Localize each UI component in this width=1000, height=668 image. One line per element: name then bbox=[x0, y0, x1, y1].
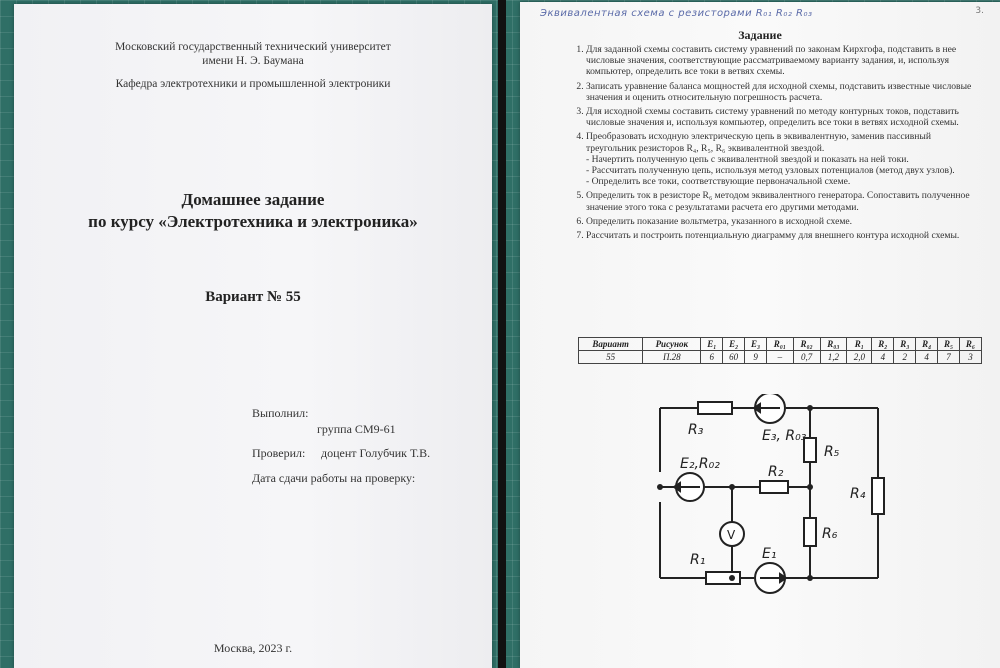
table-header-cell: R₀₂ bbox=[793, 338, 820, 351]
table-cell: 4 bbox=[872, 351, 894, 364]
table-row bbox=[579, 351, 982, 364]
title-page bbox=[14, 4, 492, 668]
resistor-r4 bbox=[872, 478, 884, 514]
table-cell: 55 bbox=[579, 351, 643, 364]
variant-table bbox=[578, 337, 982, 364]
task-page bbox=[520, 2, 1000, 668]
table-header-cell: R₄ bbox=[916, 338, 938, 351]
performed-label: Выполнил: bbox=[252, 406, 309, 420]
task-item: 1. Для заданной схемы составить систему уравнений по законам Кирхгофа, подставить в нее числовые значения, соответствующие рассматриваемому варианту задания, и, используя компьютер, определить все токи в ветвях схемы. bbox=[586, 44, 972, 78]
city-year: Москва, 2023 г. bbox=[213, 641, 293, 655]
circuit-diagram bbox=[650, 394, 890, 594]
table-cell: – bbox=[767, 351, 794, 364]
title-line1: Домашнее задание bbox=[181, 190, 325, 209]
table-header-cell: Вариант bbox=[579, 338, 643, 351]
label-r1: R₁ bbox=[690, 552, 706, 568]
table-cell: 6 bbox=[701, 351, 723, 364]
department: Кафедра электротехники и промышленной электроники bbox=[115, 78, 391, 90]
table-header-cell: R₃ bbox=[894, 338, 916, 351]
task-item-text: Преобразовать исходную электрическую цепь в эквивалентную, заменив пассивный треугольник резисторов R₄, R₅, R₆ эквивалентной звездой. bbox=[586, 131, 931, 154]
table-cell: 3 bbox=[959, 351, 981, 364]
label-r3: R₃ bbox=[688, 422, 704, 438]
label-r6: R₆ bbox=[822, 526, 838, 542]
table-cell: 4 bbox=[916, 351, 938, 364]
task-title: Задание bbox=[738, 28, 782, 42]
task-subitem: - Рассчитать полученную цепь, используя метод узловых потенциалов (метод двух узлов). bbox=[586, 165, 955, 177]
checked-label: Проверил: bbox=[252, 446, 306, 460]
table-cell: 2 bbox=[894, 351, 916, 364]
task-item: 2. Записать уравнение баланса мощностей для исходной схемы, подставить известные числовые значения и оценить относительную погрешность расчета. bbox=[586, 81, 972, 103]
handwritten-note: Эквивалентная схема с резисторами R₀₁ R₀₂ R₀₃ bbox=[540, 8, 813, 19]
photo-divider bbox=[498, 0, 506, 668]
title-line2: по курсу «Электротехника и электроника» bbox=[88, 212, 418, 231]
table-header-row bbox=[579, 338, 982, 351]
task-item: 5. Определить ток в резисторе R₆ методом эквивалентного генератора. Сопоставить полученное значение этого тока с результатами расчета его другими методами. bbox=[586, 190, 972, 212]
table-header-cell: E₃ bbox=[745, 338, 767, 351]
table-cell: 7 bbox=[938, 351, 960, 364]
table-header-cell: E₂ bbox=[723, 338, 745, 351]
university-line1: Московский государственный технический университет bbox=[115, 41, 391, 53]
table-header-cell: R₀₁ bbox=[767, 338, 794, 351]
university-line2: имени Н. Э. Баумана bbox=[202, 55, 304, 67]
label-e1: E₁ bbox=[762, 546, 777, 562]
table-cell: 9 bbox=[745, 351, 767, 364]
label-e3r03: E₃, R₀₃ bbox=[762, 428, 807, 444]
table-cell: 1,2 bbox=[820, 351, 847, 364]
label-r5: R₅ bbox=[824, 444, 840, 460]
submit-date-label: Дата сдачи работы на проверку: bbox=[252, 471, 416, 485]
label-r4: R₄ bbox=[850, 486, 866, 502]
task-list bbox=[572, 44, 972, 244]
group: группа СМ9-61 bbox=[317, 422, 396, 436]
table-header-cell: R₆ bbox=[959, 338, 981, 351]
table-cell: 2,0 bbox=[847, 351, 872, 364]
task-subitem: - Определить все токи, соответствующие первоначальной схеме. bbox=[586, 176, 851, 188]
table-cell: П.28 bbox=[643, 351, 701, 364]
task-subitem: - Начертить полученную цепь с эквивалентной звездой и показать на ней токи. bbox=[586, 153, 909, 165]
label-voltmeter: V bbox=[727, 528, 736, 542]
table-header-cell: R₁ bbox=[847, 338, 872, 351]
table-cell: 0,7 bbox=[793, 351, 820, 364]
variant-number: Вариант № 55 bbox=[205, 289, 301, 305]
resistor-r6 bbox=[804, 518, 816, 546]
resistor-r2 bbox=[760, 481, 788, 493]
table-header-cell: R₅ bbox=[938, 338, 960, 351]
table-cell: 60 bbox=[723, 351, 745, 364]
table-header-cell: R₀₃ bbox=[820, 338, 847, 351]
checker-name: доцент Голубчик Т.В. bbox=[321, 446, 431, 460]
table-header-cell: E₁ bbox=[701, 338, 723, 351]
task-item bbox=[586, 131, 972, 187]
task-item: 6. Определить показание вольтметра, указанного в исходной схеме. bbox=[586, 216, 972, 227]
resistor-r3 bbox=[698, 402, 732, 414]
page-number: 3. bbox=[975, 6, 984, 16]
label-r2: R₂ bbox=[768, 464, 784, 480]
table-header-cell: Рисунок bbox=[643, 338, 701, 351]
table-header-cell: R₂ bbox=[872, 338, 894, 351]
task-item: 7. Рассчитать и построить потенциальную диаграмму для внешнего контура исходной схемы. bbox=[586, 230, 972, 241]
task-item: 3. Для исходной схемы составить систему уравнений по методу контурных токов, подставить числовые значения и, используя компьютер, определить все токи в ветвях исходной схемы. bbox=[586, 106, 972, 128]
label-e2r02: E₂,R₀₂ bbox=[680, 456, 720, 472]
